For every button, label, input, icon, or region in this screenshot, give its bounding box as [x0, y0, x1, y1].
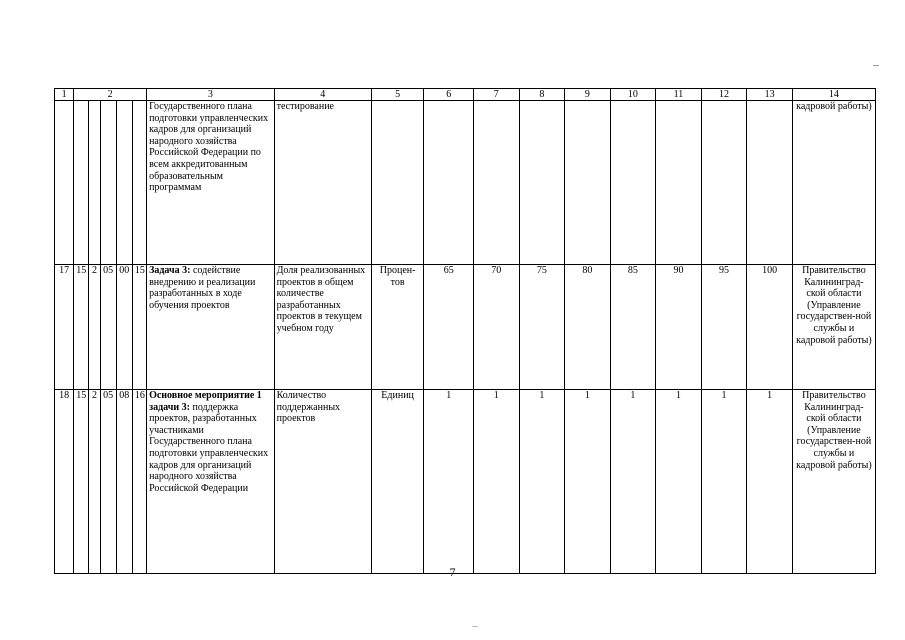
responsible-cell: Правительство Калининград-ской области (Управление государствен-ной службы и кадровой работы)	[792, 390, 875, 574]
value-cell: 1	[701, 390, 747, 574]
responsible-cell: кадровой работы)	[792, 101, 875, 265]
table-cell	[701, 101, 747, 265]
table-row-continuation	[55, 101, 876, 265]
responsible-cell: Правительство Калининград-ской области (Управление государствен-ной службы и кадровой работы)	[792, 265, 875, 390]
code-cell: 2	[89, 265, 100, 390]
table-cell	[371, 101, 424, 265]
event-name-cell: Государственного плана подготовки управленческих кадров для организаций народного хозяйства Российской Федерации по всем аккредитованным образовательным программам	[147, 101, 275, 265]
value-cell: 1	[610, 390, 656, 574]
table-cell	[424, 101, 474, 265]
value-cell: 80	[565, 265, 611, 390]
scan-mark	[472, 626, 478, 627]
table-cell	[519, 101, 565, 265]
value-cell: 1	[747, 390, 793, 574]
program-table	[54, 88, 876, 574]
task-description: содействие внедрению и реализации разработанных в ходе обучения проектов	[149, 265, 256, 311]
header-col-11: 11	[656, 89, 702, 101]
table-cell	[565, 101, 611, 265]
value-cell: 1	[474, 390, 520, 574]
code-cell: 05	[100, 390, 116, 574]
table-row-17	[55, 265, 876, 390]
code-cell: 17	[55, 265, 74, 390]
table-cell	[74, 101, 89, 265]
code-cell: 15	[74, 265, 89, 390]
code-cell: 08	[116, 390, 132, 574]
task-title: Задача 3:	[149, 265, 191, 276]
table-cell	[656, 101, 702, 265]
header-col-6: 6	[424, 89, 474, 101]
table-cell	[610, 101, 656, 265]
header-row	[55, 89, 876, 101]
header-col-9: 9	[565, 89, 611, 101]
value-cell: 95	[701, 265, 747, 390]
event-description: поддержка проектов, разработанных участниками Государственного плана подготовки управленческих кадров для организаций народного хозяйства Российской Федерации	[149, 401, 269, 494]
table-cell	[132, 101, 146, 265]
code-cell: 00	[116, 265, 132, 390]
header-col-7: 7	[474, 89, 520, 101]
code-cell: 18	[55, 390, 74, 574]
unit-cell: Единиц	[371, 390, 424, 574]
code-cell: 15	[132, 265, 146, 390]
value-cell: 90	[656, 265, 702, 390]
code-cell: 16	[132, 390, 146, 574]
header-col-5: 5	[371, 89, 424, 101]
header-col-12: 12	[701, 89, 747, 101]
code-cell: 05	[100, 265, 116, 390]
value-cell: 70	[474, 265, 520, 390]
value-cell: 65	[424, 265, 474, 390]
event-name-cell	[147, 265, 275, 390]
indicator-cell: тестирование	[274, 101, 371, 265]
value-cell: 85	[610, 265, 656, 390]
table-cell	[55, 101, 74, 265]
header-col-1: 1	[55, 89, 74, 101]
header-col-8: 8	[519, 89, 565, 101]
value-cell: 1	[656, 390, 702, 574]
header-col-2: 2	[74, 89, 147, 101]
header-col-14: 14	[792, 89, 875, 101]
value-cell: 1	[519, 390, 565, 574]
value-cell: 1	[565, 390, 611, 574]
code-cell: 15	[74, 390, 89, 574]
header-col-13: 13	[747, 89, 793, 101]
scan-mark	[873, 65, 879, 66]
header-col-10: 10	[610, 89, 656, 101]
page-number: 7	[449, 565, 456, 579]
table-cell	[89, 101, 100, 265]
header-col-4: 4	[274, 89, 371, 101]
header-col-3: 3	[147, 89, 275, 101]
value-cell: 75	[519, 265, 565, 390]
table-row-18	[55, 390, 876, 574]
table-cell	[116, 101, 132, 265]
indicator-cell: Количество поддержанных проектов	[274, 390, 371, 574]
event-name-cell	[147, 390, 275, 574]
unit-cell: Процен-тов	[371, 265, 424, 390]
indicator-cell: Доля реализованных проектов в общем количестве разработанных проектов в текущем учебном году	[274, 265, 371, 390]
table-cell	[747, 101, 793, 265]
value-cell: 1	[424, 390, 474, 574]
table-cell	[474, 101, 520, 265]
value-cell: 100	[747, 265, 793, 390]
table-cell	[100, 101, 116, 265]
code-cell: 2	[89, 390, 100, 574]
event-title: Основное мероприятие 1 задачи 3:	[149, 390, 262, 413]
